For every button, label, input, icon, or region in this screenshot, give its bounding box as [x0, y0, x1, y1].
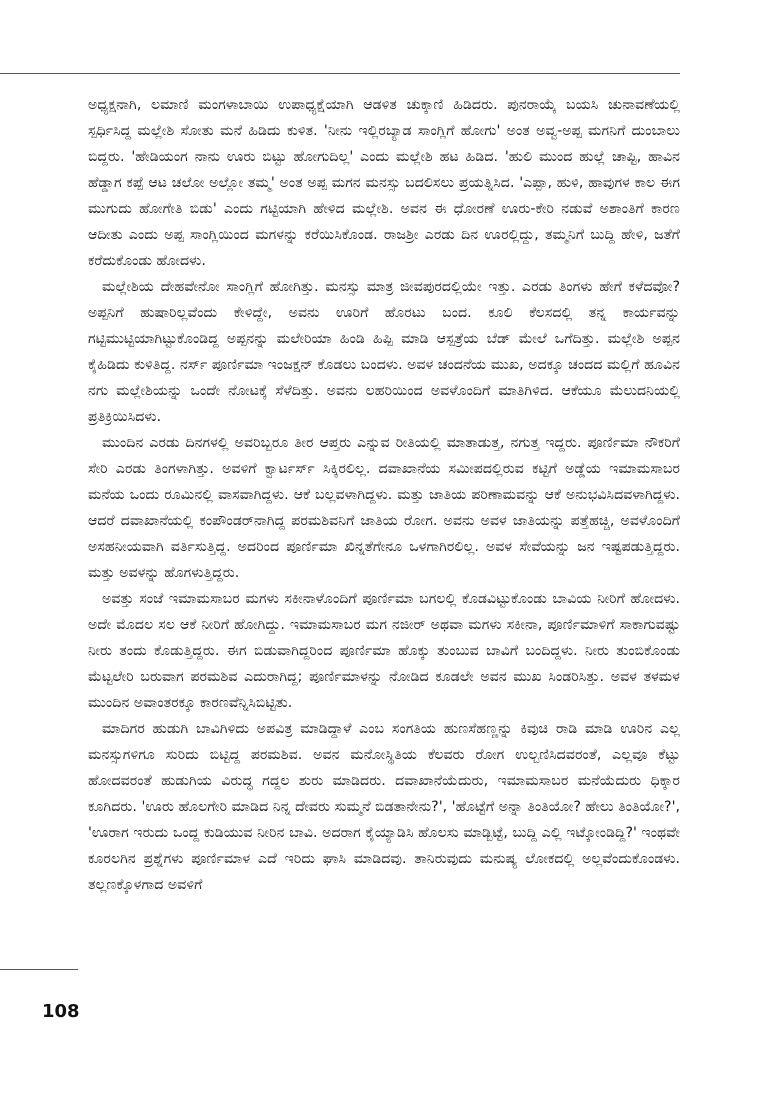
- paragraph-3: ಮುಂದಿನ ಎರಡು ದಿನಗಳಲ್ಲಿ ಅವರಿಬ್ಬರೂ ತೀರ ಆಪ್ತರು ಎನ್ನುವ ರೀತಿಯಲ್ಲಿ ಮಾತಾಡುತ್ತ, ನಗುತ್ತ ಇದ್ದರು. ಪೂರ್ಣಿಮಾ ನೌಕರಿಗೆ ಸೇರಿ ಎರಡು ತಿಂಗಳಾಗಿತ್ತು. ಅವಳಿಗೆ ಕ್ವಾರ್ಟರ್ಸ್ ಸಿಕ್ಕಿರಲಿಲ್ಲ. ದವಾಖಾನೆಯ ಸಮೀಪದಲ್ಲಿರುವ ಕಟ್ಟಿಗೆ ಅಡ್ಡೆಯ ಇಮಾಮಸಾಬರ ಮನೆಯ ಒಂದು ರೂಮಿನಲ್ಲಿ ವಾಸವಾಗಿದ್ದಳು. ಆಕೆ ಬಲ್ಲವಳಾಗಿದ್ದಳು. ಮತ್ತು ಜಾತಿಯ ಪರಿಣಾಮವನ್ನು ಆಕೆ ಅನುಭವಿಸಿದವಳಾಗಿದ್ದಳು. ಆದರೆ ದವಾಖಾನೆಯಲ್ಲಿ ಕಂಪೌಂಡರ್‌ನಾಗಿದ್ದ ಪರಮಶಿವನಿಗೆ ಜಾತಿಯ ರೋಗ. ಅವನು ಅವಳ ಜಾತಿಯನ್ನು ಪತ್ತೆಹಚ್ಚಿ, ಅವಳೊಂದಿಗೆ ಅಸಹನೀಯವಾಗಿ ವರ್ತಿಸುತ್ತಿದ್ದ. ಅದರಿಂದ ಪೂರ್ಣಿಮಾ ಖಿನ್ನತೆಗೇನೂ ಒಳಗಾಗಿರಲಿಲ್ಲ. ಅವಳ ಸೇವೆಯನ್ನು ಜನ ಇಷ್ಟಪಡುತ್ತಿದ್ದರು. ಮತ್ತು ಅವಳನ್ನು ಹೊಗಳುತ್ತಿದ್ದರು.: [88, 435, 680, 581]
- top-rule: [0, 73, 680, 74]
- page-number-rule: [0, 969, 78, 970]
- body-text: [88, 92, 680, 898]
- paragraph-2: ಮಲ್ಲೇಶಿಯ ದೇಹವೇನೋ ಸಾಂಗ್ಲಿಗೆ ಹೋಗಿತ್ತು. ಮನಸ್ಸು ಮಾತ್ರ ಜೀವಪುರದಲ್ಲಿಯೇ ಇತ್ತು. ಎರಡು ತಿಂಗಳು ಹೇಗೆ ಕಳೆದವೋ? ಅಪ್ಪನಿಗೆ ಹುಷಾರಿಲ್ಲವೆಂದು ಕೇಳಿದ್ದೇ, ಅವನು ಊರಿಗೆ ಹೊರಟು ಬಂದ. ಕೂಲಿ ಕೆಲಸದಲ್ಲಿ ತನ್ನ ಕಾರ್ಯವನ್ನು ಗಟ್ಟಿಮುಟ್ಟಿಯಾಗಿಟ್ಟುಕೊಂಡಿದ್ದ ಅಪ್ಪನನ್ನು ಮಲೇರಿಯಾ ಹಿಂಡಿ ಹಿಪ್ಪಿ ಮಾಡಿ ಆಸ್ಪತ್ರೆಯ ಬೆಡ್ ಮೇಲೆ ಒಗೆದಿತ್ತು. ಮಲ್ಲೇಶಿ ಅಪ್ಪನ ಕೈಹಿಡಿದು ಕುಳಿತಿದ್ದ. ನರ್ಸ್ ಪೂರ್ಣಿಮಾ ಇಂಜಕ್ಷನ್ ಕೊಡಲು ಬಂದಳು. ಅವಳ ಚಂದನೆಯ ಮುಖ, ಅದಕ್ಕೂ ಚಂದದ ಮಲ್ಲಿಗೆ ಹೂವಿನ ನಗು ಮಲ್ಲೇಶಿಯನ್ನು ಒಂದೇ ನೋಟಕ್ಕೆ ಸೆಳೆದಿತ್ತು. ಅವನು ಲಹರಿಯಿಂದ ಅವಳೊಂದಿಗೆ ಮಾತಿಗಿಳಿದ. ಆಕೆಯೂ ಮೆಲುದನಿಯಲ್ಲಿ ಪ್ರತಿಕ್ರಿಯಿಸಿದಳು.: [88, 279, 680, 425]
- paragraph-4: ಅವತ್ತು ಸಂಜೆ ಇಮಾಮಸಾಬರ ಮಗಳು ಸಕೀನಾಳೊಂದಿಗೆ ಪೂರ್ಣಿಮಾ ಬಗಲಲ್ಲಿ ಕೊಡವಿಟ್ಟುಕೊಂಡು ಬಾವಿಯ ನೀರಿಗೆ ಹೋದಳು. ಅದೇ ಮೊದಲ ಸಲ ಆಕೆ ನೀರಿಗೆ ಹೋಗಿದ್ದು. ಇಮಾಮಸಾಬರ ಮಗ ನಜೀರ್ ಅಥವಾ ಮಗಳು ಸಕೀನಾ, ಪೂರ್ಣಿಮಾಳಿಗೆ ಸಾಕಾಗುವಷ್ಟು ನೀರು ತಂದು ಕೊಡುತ್ತಿದ್ದರು. ಈಗ ಬಿಡುವಾಗಿದ್ದರಿಂದ ಪೂರ್ಣಿಮಾ ಹೊಕ್ಕು ತುಂಬುವ ಬಾವಿಗೆ ಬಂದಿದ್ದಳು. ನೀರು ತುಂಬಿಕೊಂಡು ಮೆಟ್ಟಲೇರಿ ಬರುವಾಗ ಪರಮಶಿವ ಎದುರಾಗಿದ್ದ; ಪೂರ್ಣಿಮಾಳನ್ನು ನೋಡಿದ ಕೂಡಲೇ ಅವನ ಮುಖ ಸಿಂಡರಿಸಿತ್ತು. ಅವಳ ತಳಮಳ ಮುಂದಿನ ಅವಾಂತರಕ್ಕೂ ಕಾರಣವೆನ್ನಿಸಿಬಿಟ್ಟಿತು.: [88, 591, 680, 711]
- paragraph-5: ಮಾದಿಗರ ಹುಡುಗಿ ಬಾವಿಗಿಳಿದು ಅಪವಿತ್ರ ಮಾಡಿದ್ದಾಳೆ ಎಂಬ ಸಂಗತಿಯ ಹುಣಸೆಹಣ್ಣನ್ನು ಕಿವುಚಿ ರಾಡಿ ಮಾಡಿ ಊರಿನ ಎಲ್ಲ ಮನಸ್ಸುಗಳಿಗೂ ಸುರಿದು ಬಿಟ್ಟಿದ್ದ ಪರಮಶಿವ. ಅವನ ಮನೋಸ್ಥಿತಿಯ ಕೆಲವರು ರೋಗ ಉಲ್ಬಣಿಸಿದವರಂತೆ, ಎಲ್ಲವೂ ಕೆಟ್ಟು ಹೋದವರಂತೆ ಹುಡುಗಿಯ ವಿರುದ್ಧ ಗದ್ದಲ ಶುರು ಮಾಡಿದರು. ದವಾಖಾನೆಯೆದುರು, ಇಮಾಮಸಾಬರ ಮನೆಯೆದುರು ಧಿಕ್ಕಾರ ಕೂಗಿದರು. 'ಊರು ಹೊಲಗೇರಿ ಮಾಡಿದ ನಿನ್ನ ದೇವರು ಸುಮ್ಮನೆ ಬಿಡತಾನೇನು?', 'ಹೊಟ್ಟೆಗೆ ಅನ್ನಾ ತಿಂತಿಯೋ? ಹೇಲು ತಿಂತಿಯೋ?', 'ಊರಾಗ ಇರುದು ಒಂದ್ದ ಕುಡಿಯುವ ನೀರಿನ ಬಾವಿ. ಅದರಾಗ ಕೈಯ್ಯಾಡಿಸಿ ಹೊಲಸು ಮಾಡ್ಬಿಟ್ಟೆ, ಬುದ್ದಿ ಎಲ್ಲಿ ಇಟ್ಕೋಂಡಿದ್ದಿ?' ಇಂಥವೇ ಕೂರಲಗಿನ ಪ್ರಶ್ನೆಗಳು ಪೂರ್ಣಿಮಾಳ ಎದೆ ಇರಿದು ಘಾಸಿ ಮಾಡಿದವು. ತಾನಿರುವುದು ಮನುಷ್ಯ ಲೋಕದಲ್ಲಿ ಅಲ್ಲವೆಂದುಕೊಂಡಳು. ತಲ್ಲಣಕ್ಕೊಳಗಾದ ಅವಳಿಗೆ: [88, 721, 680, 893]
- page-number: 108: [42, 1001, 80, 1022]
- paragraph-1: ಅಧ್ಯಕ್ಷನಾಗಿ, ಲಮಾಣಿ ಮಂಗಳಾಬಾಯಿ ಉಪಾಧ್ಯಕ್ಷೆಯಾಗಿ ಆಡಳಿತ ಚುಕ್ಕಾಣಿ ಹಿಡಿದರು. ಪುನರಾಯ್ಕೆ ಬಯಸಿ ಚುನಾವಣೆಯಲ್ಲಿ ಸ್ಪರ್ಧಿಸಿದ್ದ ಮಲ್ಲೇಶಿ ಸೋತು ಮನೆ ಹಿಡಿದು ಕುಳಿತ. 'ನೀನು ಇಲ್ಲಿರಬ್ಯಾಡ ಸಾಂಗ್ಲಿಗೆ ಹೋಗು' ಅಂತ ಅವ್ವ-ಅಪ್ಪ ಮಗನಿಗೆ ದುಂಬಾಲು ಬಿದ್ದರು. 'ಹೇಡಿಯಂಗ ನಾನು ಊರು ಬಿಟ್ಟು ಹೋಗುದಿಲ್ಲ' ಎಂದು ಮಲ್ಲೇಶಿ ಹಟ ಹಿಡಿದ. 'ಹುಲಿ ಮುಂದ ಹುಲ್ಲೆ ಚಾಪ್ಟಿ, ಹಾವಿನ ಹೆಡ್ಡಾಗ ಕಪ್ಪೆ ಆಟ ಚಲೋ ಅಲ್ಲೋ ತಮ್ಮ' ಅಂತ ಅಪ್ಪ ಮಗನ ಮನಸ್ಸು ಬದಲಿಸಲು ಪ್ರಯತ್ನಿಸಿದ. 'ಎಪ್ಪಾ, ಹುಳಿ, ಹಾವುಗಳ ಕಾಲ ಈಗ ಮುಗುದು ಹೋಗೇತಿ ಬಿಡು' ಎಂದು ಗಟ್ಟಿಯಾಗಿ ಹೇಳಿದ ಮಲ್ಲೇಶಿ. ಅವನ ಈ ಧೋರಣೆ ಊರು-ಕೇರಿ ನಡುವೆ ಅಶಾಂತಿಗೆ ಕಾರಣ ಆದೀತು ಎಂದು ಅಪ್ಪ ಸಾಂಗ್ಲಿಯಿಂದ ಮಗಳನ್ನು ಕರೆಯಿಸಿಕೊಂಡ. ರಾಜಶ್ರೀ ಎರಡು ದಿನ ಊರಲ್ಲಿದ್ದು, ತಮ್ಮನಿಗೆ ಬುದ್ದಿ ಹೇಳಿ, ಜತೆಗೆ ಕರೆದುಕೊಂಡು ಹೋದಳು.: [88, 97, 680, 269]
